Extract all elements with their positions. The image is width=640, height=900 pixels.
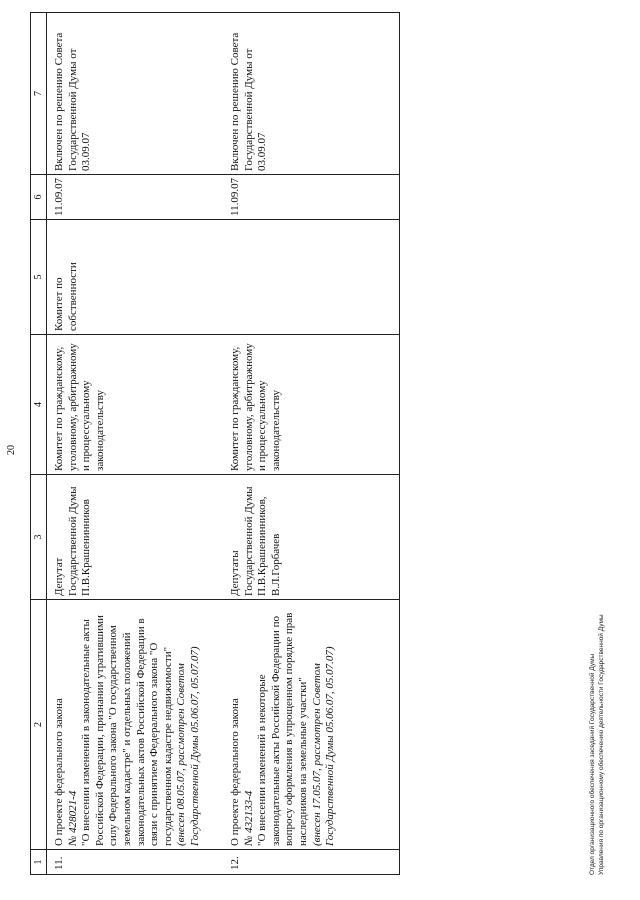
footer-directorate: Управления по организационному обеспечению деятельности Государственной Думы: [598, 614, 605, 875]
bill-number: № 428021-4: [66, 790, 79, 846]
review-date: 11.09.07: [223, 175, 400, 220]
footer-department: Отдел организационного обеспечения заседаний Государственной Думы: [589, 653, 596, 875]
column-header: 2: [31, 600, 47, 850]
agenda-table: [30, 12, 400, 875]
bill-description: [223, 600, 400, 850]
table-row: [47, 13, 224, 875]
review-date: 11.09.07: [47, 175, 224, 220]
inclusion-decision: Включен по решению Совета Государственной Думы от 03.09.07: [47, 13, 224, 175]
bill-title-prefix: О проекте федерального закона: [229, 698, 241, 846]
table-header-row: [31, 13, 47, 875]
co-committee: [223, 220, 400, 335]
bill-initiator: Депутат Государственной Думы П.В.Крашенинников: [47, 475, 224, 600]
page-number: 20: [6, 445, 17, 455]
bill-number: № 432133-4: [242, 790, 255, 846]
responsible-committee: Комитет по гражданскому, уголовному, арбитражному и процессуальному законодательству: [223, 335, 400, 475]
column-header: 6: [31, 175, 47, 220]
column-header: 5: [31, 220, 47, 335]
column-header: 1: [31, 850, 47, 875]
footer: [588, 614, 606, 875]
row-number: 12.: [223, 850, 400, 875]
table-row: [223, 13, 400, 875]
bill-note: (внесен 08.05.07, рассмотрен Советом Государственной Думы 05.06.07, 05.07.07): [175, 646, 201, 846]
column-header: 7: [31, 13, 47, 175]
row-number: 11.: [47, 850, 224, 875]
column-header: 4: [31, 335, 47, 475]
bill-initiator: Депутаты Государственной Думы П.В.Крашенинников, В.Л.Горбачев: [223, 475, 400, 600]
inclusion-decision: Включен по решению Совета Государственной Думы от 03.09.07: [223, 13, 400, 175]
responsible-committee: Комитет по гражданскому, уголовному, арбитражному и процессуальному законодательству: [47, 335, 224, 475]
bill-title: "О внесении изменений в некоторые законодательные акты Российской Федерации по вопросу оформления в упрощенном порядке прав наследников на земельные участки": [256, 612, 309, 846]
bill-description: [47, 600, 224, 850]
bill-title: "О внесении изменений в законодательные акты Российской Федерации, признании утратившими силу Федерального закона "О государственном земельном кадастре" и отдельных положений законодательных актов Российской Федерации в связи с принятием Федерального закона "О государственном кадастре недвижимости": [80, 615, 174, 846]
co-committee: Комитет по собственности: [47, 220, 224, 335]
bill-title-prefix: О проекте федерального закона: [53, 698, 65, 846]
bill-note: (внесен 17.05.07, рассмотрен Советом Государственной Думы 05.06.07, 05.07.07): [310, 646, 337, 846]
column-header: 3: [31, 475, 47, 600]
